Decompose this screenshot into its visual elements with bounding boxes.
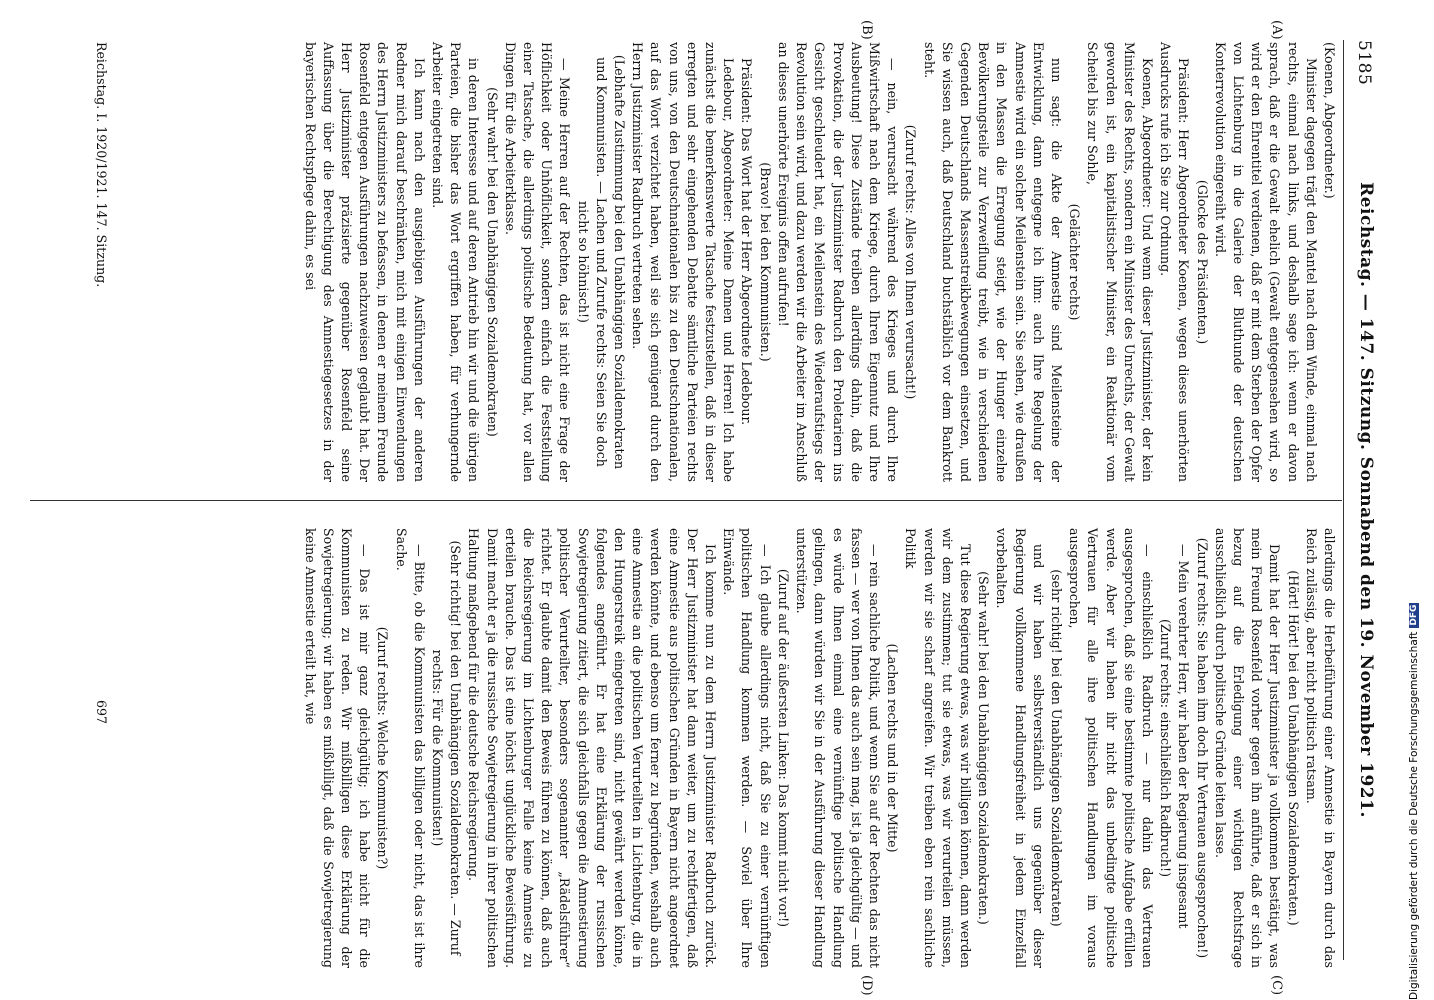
paragraph: (Zuruf rechts: Alles von Ihnen verursacht!) (903, 124, 919, 400)
paragraph: — nein, verursacht während des Krieges und durch Ihre Mißwirtschaft nach dem Kriege, durch Ihren Eigennutz und Ihre Ausbeutung! Diese Zustände treiben allerdings dahin, daß die Provokation, die der Justizminister Radbruch den Proletariern ins Gesicht geschleudert hat, ein Meilenstein des Wiederaufstiegs der Revolution sein wird, und dazu werden wir die Arbeiter im Anschluß an dieses unerhörte Ereignis offen aufrufen! (775, 42, 901, 482)
left-text-column (300, 42, 1338, 482)
paragraph: — Ich glaube allerdings nicht, daß Sie zu einer vernünftigen politischen Handlung kommen werden. — Soviel über Ihre Einwände. (721, 528, 773, 968)
paragraph: (Lebhafte Zustimmung bei den Unabhängigen Sozialdemokraten und Kommunisten. — Lachen und Zurufe rechts: Seien Sie doch nicht so höhnisch!) (575, 54, 628, 470)
paragraph: Koenen, Abgeordneter: Und wenn dieser Justizminister, der kein Minister des Rechts, sondern ein Minister des Unrechts, der Gewalt geworden ist, ein kapitalistischer Minister, ein Reaktionär vom Scheitel bis zur Sohle, (1085, 42, 1155, 482)
margin-marker-c: (C) (1269, 975, 1284, 996)
margin-marker-a: (A) (1269, 20, 1284, 40)
paragraph: (Hört! Hört! bei den Unabhängigen Sozialdemokraten.) (1285, 570, 1301, 926)
paragraph: (Bravo! bei den Kommunisten.) (757, 162, 773, 362)
paragraph: (Zuruf rechts: Sie haben ihm doch Ihr Vertrauen ausgesprochen!) (1194, 537, 1210, 959)
credit-text: Digitalisierung gefördert durch die Deutsche Forschungsgemeinschaft (1408, 631, 1420, 1000)
paragraph: Präsident: Das Wort hat der Herr Abgeordnete Ledebour. (739, 58, 755, 426)
paragraph: (Gelächter rechts) (1067, 203, 1083, 321)
paragraph: — rein sachliche Politik, und wenn Sie auf der Rechten das nicht fassen — wer von Ihnen das auch sein mag, ist ja gleichgültig — und es würde Ihnen einmal eine vernünftige politische Handlung gelingen, dann würden wir Sie in der Ausführung dieser Handlung unterstützen. (794, 528, 882, 968)
paragraph: — Das ist mir ganz gleichgültig; ich habe nicht für die Kommunisten zu reden. Wir mißbilligen diese Erklärung der Sowjetregierung; wir haben es mißbilligt, daß die Sowjetregierung keine Amnestie erteilt hat, wie (302, 528, 373, 968)
header-rule (1343, 40, 1344, 960)
paragraph: (Sehr wahr! bei den Unabhängigen Sozialdemokraten.) (976, 571, 992, 925)
right-text-column (300, 528, 1338, 968)
paragraph: (Sehr wahr! bei den Unabhängigen Sozialdemokraten) (484, 87, 500, 437)
paragraph: nun sagt: die Akte der Amnestie sind Meilensteine der Entwicklung, dann entgegne ich ihm: auch Ihre Regelung der Amnestie wird ein solcher Meilenstein sein. Sie sehen, wie draußen in den Massen die Erregung steigt, wie der Hunger einzelne Bevölkerungsteile zur Verzweiflung treibt, wie in verschiedenen Gegenden Deutschlands Massenstreikbewegungen einsetzen, und Sie wissen auch, daß Deutschland buchstäblich vor dem Bankrott steht. (921, 42, 1064, 482)
paragraph: — Bitte, ob die Kommunisten das billigen oder nicht, das ist ihre Sache. (393, 528, 427, 968)
paragraph: (Glocke des Präsidenten.) (1194, 179, 1210, 345)
footer-page-number: 697 (94, 700, 109, 725)
paragraph: allerdings die Herbeiführung einer Amnestie in Bayern durch das Reich zulässig, aber nicht politisch ratsam. (1303, 528, 1337, 968)
digitization-credit (1408, 20, 1420, 1000)
paragraph: Damit hat der Herr Justizminister ja vollkommen bestätigt, was mein Freund Rosenfeld vorher gegen ihn anführte, daß er sich in bezug auf die Erledigung einer wichtigen Rechtsfrage ausschließlich durch politische Gründe leiten lasse. (1212, 528, 1283, 968)
paragraph: (Zuruf rechts: Welche Kommunisten?) (375, 626, 391, 870)
paragraph: — Meine Herren auf der Rechten, das ist nicht eine Frage der Höflichkeit oder Unhöflichkeit, sondern einfach die Feststellung einer Tatsache, die allerdings politische Bedeutung hat, vor allen Dingen für die Arbeiterklasse. (502, 42, 573, 482)
page-header (1346, 40, 1376, 960)
margin-marker-b: (B) (859, 20, 874, 40)
footer-source: Reichstag. I. 1920/1921. 147. Sitzung. (94, 42, 109, 288)
dfg-logo: DFG (1409, 604, 1419, 626)
header-page-number: 5185 (1354, 40, 1374, 86)
paragraph: Präsident: Herr Abgeordneter Koenen, wegen dieses unerhörten Ausdrucks rufe ich Sie zur Ordnung. (1158, 42, 1192, 482)
paragraph: — einschließlich Radbruch — nur dahin das Vertrauen ausgesprochen, daß sie eine bestimmte politische Aufgabe erfüllen werde. Aber wir haben ihr nicht das unbedingte politische Vertrauen für alle ihre politischen Handlungen im voraus ausgesprochen, (1067, 528, 1155, 968)
paragraph: (Lachen rechts und in der Mitte) (885, 643, 901, 853)
paragraph: und wir haben selbstverständlich uns gegenüber dieser Regierung vollkommene Handlungsfreiheit in jedem Einzelfall vorbehalten. (994, 528, 1046, 968)
margin-marker-d: (D) (859, 975, 874, 996)
paragraph: Minister dagegen trägt den Mantel nach dem Winde, einmal nach rechts, einmal nach links, und deshalb sage ich: wenn er davon sprach, daß er die Gewalt ehelich (Gewalt entgegensehen wird, so wird er den Ehrentitel verdienen, daß er mit dem Sterben der Opfer von Lichtenburg in die Galerie der Bluthunde der deutschen Konterrevolution eingereiht wird. (1212, 42, 1319, 482)
column-divider (30, 500, 1342, 501)
paragraph: Ich komme nun zu dem Herrn Justizminister Radbruch zurück. Der Herr Justizminister hat dann weiter, um zu rechtfertigen, daß eine Amnestie aus politischen Gründen in Bayern nicht angeordnet werden könnte, und ebenso um ferner zu begründen, weshalb auch eine Amnestie an die politischen Verurteilten in Lichtenburg, die in den Hungerstreik eingetreten sind, nicht gewährt werden könne, folgendes angeführt. Er hat eine Erklärung der russischen Sowjetregierung zitiert, die sich gleichfalls gegen die Amnestierung politischer Verurteilter, besonders sogenannter „Rädelsführer“ richtet. Er glaubte damit den Beweis führen zu können, daß auch die Reichsregierung im Lichtenburger Falle keine Amnestie zu erteilen brauche. Das ist eine höchst unglückliche Beweisführung. Damit macht er ja die russische Sowjetregierung in ihrer politischen Haltung maßgebend für die deutsche Reichsregierung. (466, 528, 719, 968)
paragraph: (Zuruf auf der äußersten Linken: Das kommt nicht vor!) (775, 568, 791, 928)
paragraph: Ich kann nach den ausgiebigen Ausführungen der anderen Redner mich darauf beschränken, mich mit einigen Einwendungen des Herrn Justizministers zu befassen, in denen er meinem Freunde Rosenfeld entgegen Ausführungen nachzuweisen geglaubt hat. Der Herr Justizminister präzisierte gegenüber Rosenfeld seine Auffassung über die Berechtigung des Amnestiegesetzes in der bayerischen Rechtspflege dahin, es sei (302, 42, 427, 482)
paragraph: Tut diese Regierung etwas, was wir billigen können, dann werden wir dem zustimmen; tut sie etwas, was wir verurteilen müssen, werden wir sie scharf angreifen. Wir treiben eben rein sachliche Politik (903, 528, 973, 968)
paragraph: (Sehr richtig! bei den Unabhängigen Sozialdemokraten. — Zuruf rechts: Für die Kommunisten!) (430, 540, 464, 956)
header-title: Reichstag. — 147. Sitzung. Sonnabend den 19. November 1921. (1356, 182, 1376, 818)
paragraph: (Zuruf rechts: einschließlich Radbruch!) (1158, 618, 1174, 877)
paragraph: (Koenen, Abgeordneter.) (1322, 42, 1337, 199)
paragraph: Ledebour, Abgeordneter: Meine Damen und Herren! Ich habe zunächst die bemerkenswerte Tatsache festzustellen, daß in dieser erregten und sehr eingehenden Debatte sämtliche Parteien rechts von uns, von den Deutschnationalen bis zu den Deutschnationalen, auf das Wort verzichtet haben, weil sie sich genügend durch den Herrn Justizminister Radbruch vertreten sehen. (630, 42, 737, 482)
paragraph: — Mein verehrter Herr, wir haben der Regierung insgesamt (1176, 544, 1192, 929)
paragraph: (sehr richtig! bei den Unabhängigen Sozialdemokraten) (1048, 569, 1064, 927)
paragraph: in deren Interesse und auf deren Antrieb hin wir und die übrigen Parteien, die bisher das Wort ergriffen haben, für verhungernde Arbeiter eingetreten sind. (430, 42, 482, 482)
